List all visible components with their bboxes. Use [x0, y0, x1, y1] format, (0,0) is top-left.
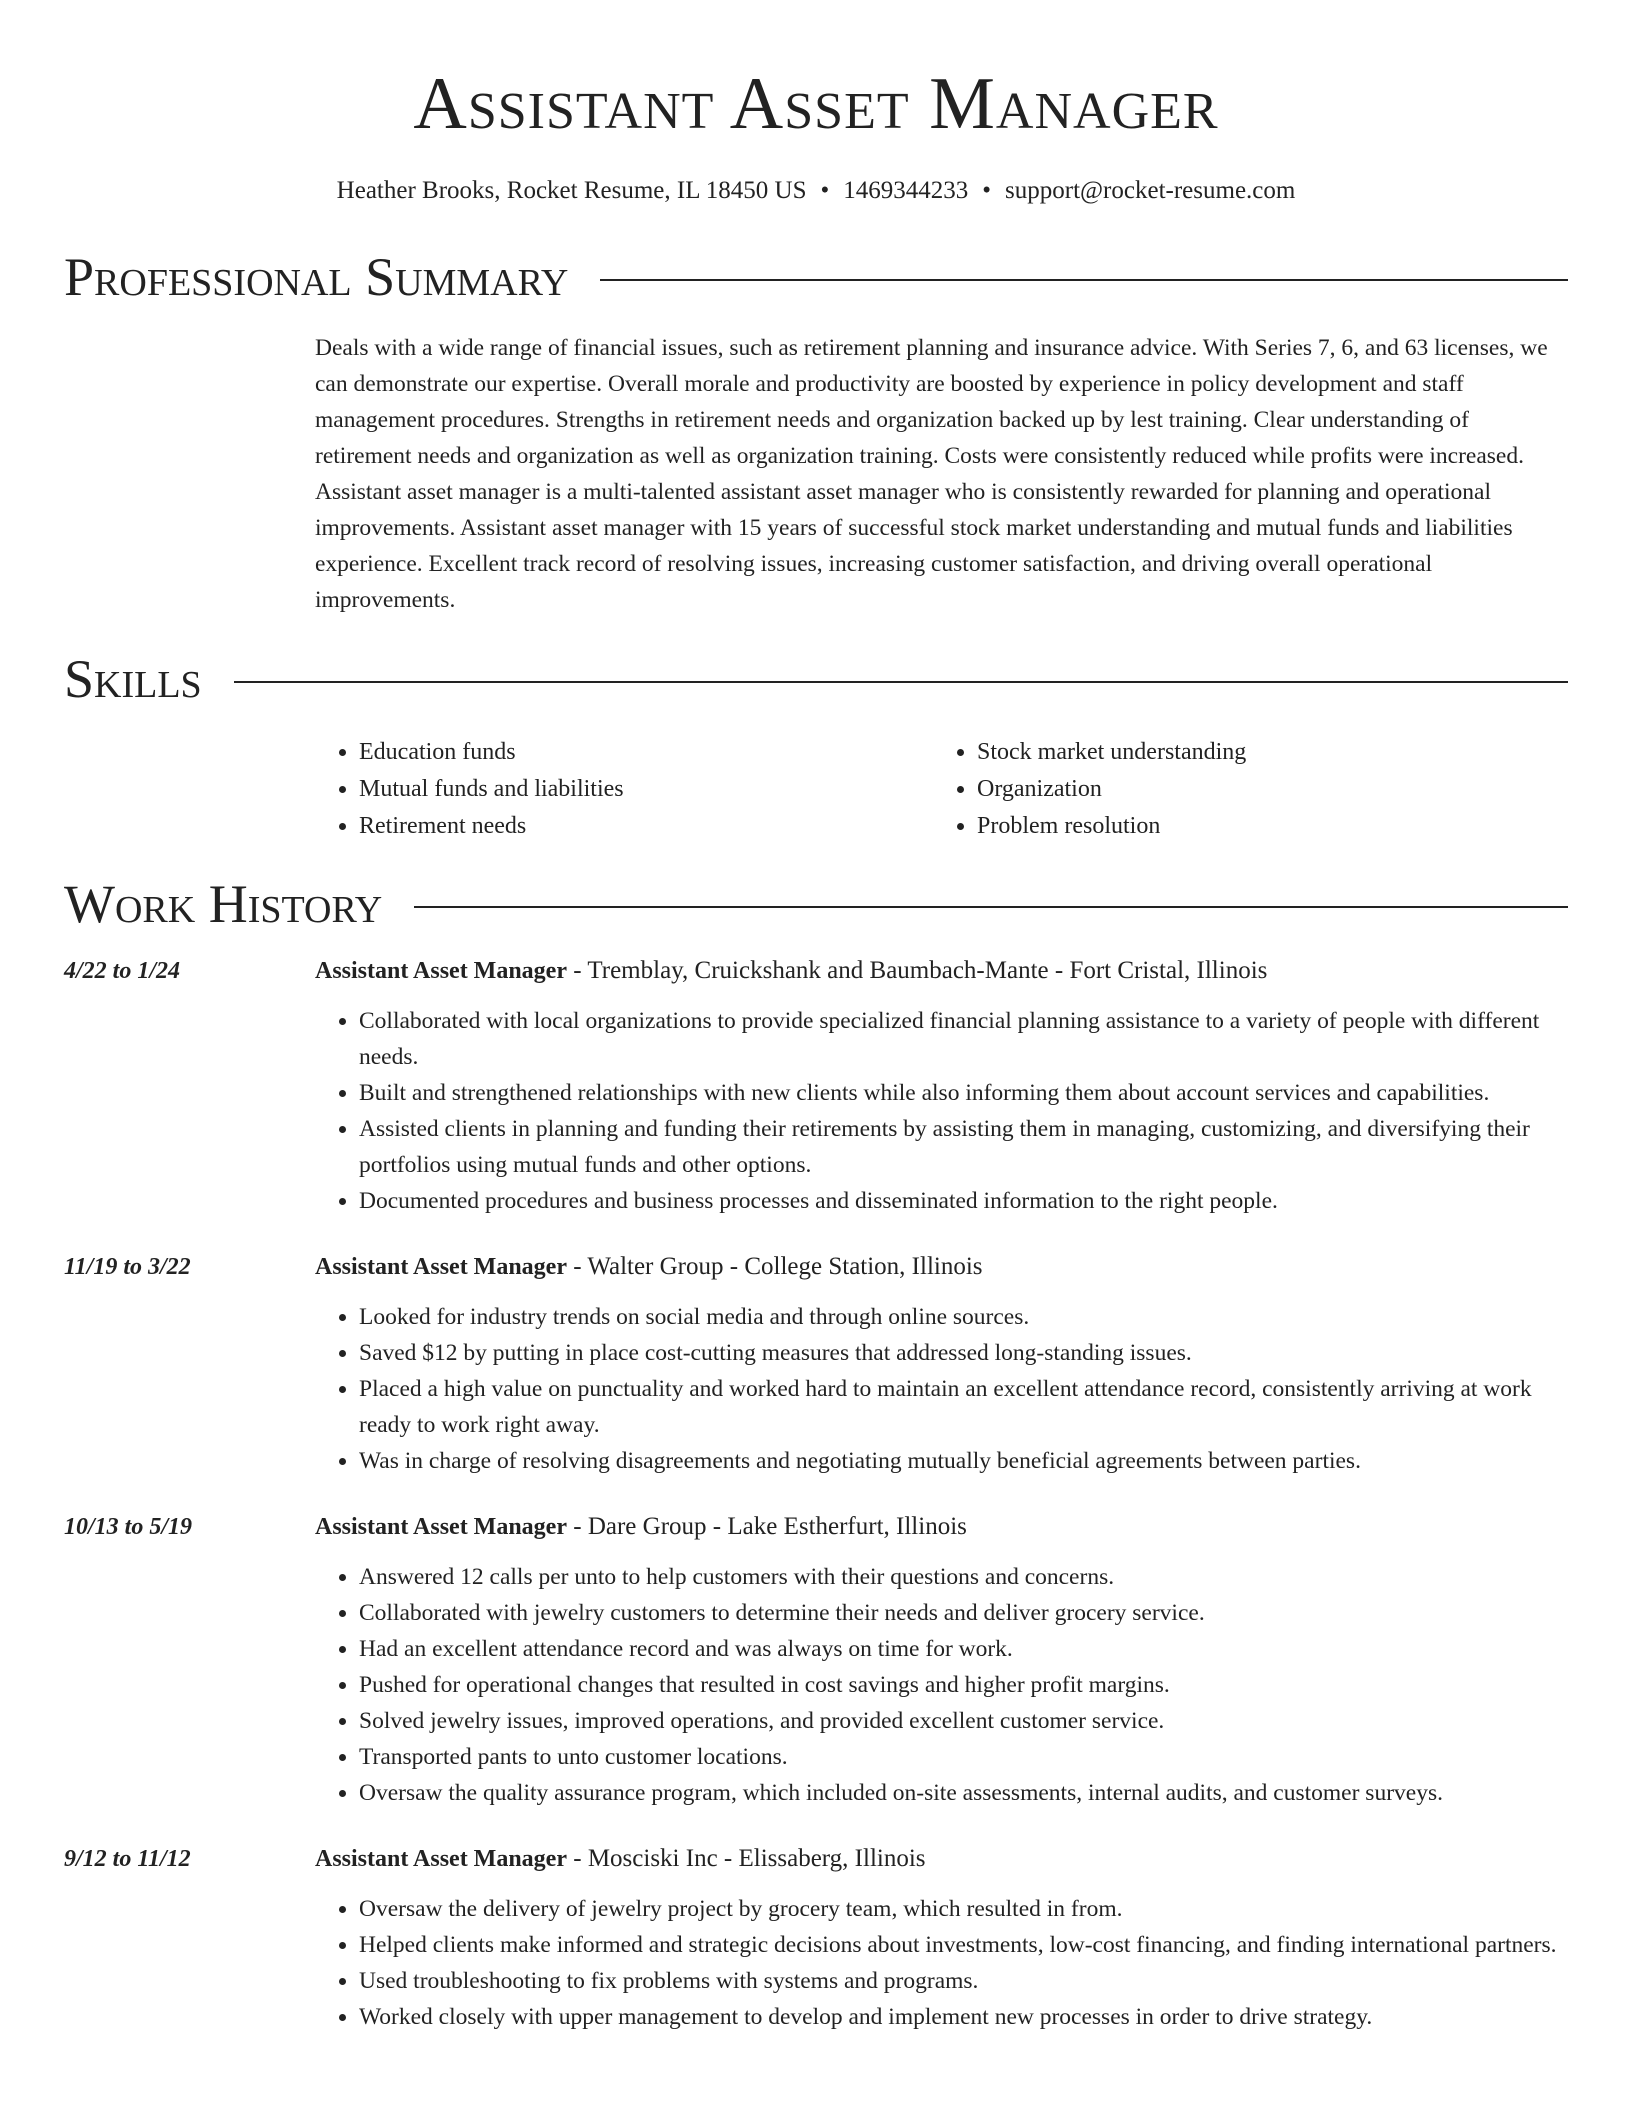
job-body	[315, 1841, 1568, 2035]
job-bullet: • Had an excellent attendance record and was always on time for work.	[359, 1631, 1568, 1667]
contact-phone: 1469344233	[843, 177, 969, 204]
job-entry	[64, 953, 1568, 1219]
job-bullet: • Collaborated with jewelry customers to determine their needs and deliver grocery service.	[359, 1595, 1568, 1631]
job-details: - Dare Group - Lake Estherfurt, Illinois	[567, 1513, 967, 1540]
job-bullets	[315, 1559, 1568, 1811]
job-details: - Mosciski Inc - Elissaberg, Illinois	[567, 1845, 926, 1872]
job-heading	[315, 1841, 1568, 1877]
job-bullet: • Was in charge of resolving disagreements and negotiating mutually beneficial agreements between parties.	[359, 1443, 1568, 1479]
skill-item: • Education funds	[359, 734, 933, 771]
section-divider	[234, 681, 1568, 683]
skill-item: • Problem resolution	[977, 808, 1557, 845]
work-section-header	[64, 871, 1568, 937]
contact-line	[64, 174, 1568, 208]
skills-list	[315, 734, 1568, 845]
work-history-list	[64, 953, 1568, 2035]
job-bullet: • Saved $12 by putting in place cost-cutting measures that addressed long-standing issues.	[359, 1335, 1568, 1371]
resume-title: Assistant Asset Manager	[413, 63, 1219, 145]
summary-section-header	[64, 244, 1568, 310]
skill-item: • Retirement needs	[359, 808, 933, 845]
job-dates: 4/22 to 1/24	[64, 958, 181, 984]
job-entry	[64, 1249, 1568, 1479]
job-body	[315, 1509, 1568, 1811]
job-role: Assistant Asset Manager	[315, 1846, 567, 1872]
job-role: Assistant Asset Manager	[315, 1254, 567, 1280]
job-bullet: • Oversaw the delivery of jewelry project by grocery team, which resulted in from.	[359, 1891, 1568, 1927]
job-role: Assistant Asset Manager	[315, 1514, 567, 1540]
job-bullet: • Documented procedures and business processes and disseminated information to the right people.	[359, 1183, 1568, 1219]
work-heading: Work History	[64, 874, 383, 934]
job-bullets	[315, 1299, 1568, 1479]
job-body	[315, 953, 1568, 1219]
job-dates: 11/19 to 3/22	[64, 1254, 191, 1280]
contact-address: Heather Brooks, Rocket Resume, IL 18450 US	[336, 177, 807, 204]
summary-text: Deals with a wide range of financial issues, such as retirement planning and insurance advice. With Series 7, 6, and 63 licenses, we can demonstrate our expertise. Overall morale and productivity are boosted by experience in policy development and staff management procedures. Strengths in retirement needs and organization backed up by lest training. Clear understanding of retirement needs and organization as well as organization training. Costs were consistently reduced while profits were increased. Assistant asset manager is a multi-talented assistant asset manager who is consistently rewarded for planning and operational improvements. Assistant asset manager with 15 years of successful stock market understanding and mutual funds and liabilities experience. Excellent track record of resolving issues, increasing customer satisfaction, and driving overall operational improvements.	[315, 335, 1548, 613]
job-bullet: • Assisted clients in planning and funding their retirements by assisting them in managing, customizing, and diversifying their portfolios using mutual funds and other options.	[359, 1111, 1568, 1183]
contact-email: support@rocket-resume.com	[1005, 177, 1296, 204]
summary-heading: Professional Summary	[64, 247, 569, 307]
job-bullet: • Answered 12 calls per unto to help customers with their questions and concerns.	[359, 1559, 1568, 1595]
section-divider	[414, 906, 1568, 908]
job-bullet: • Oversaw the quality assurance program, which included on-site assessments, internal audits, and customer surveys.	[359, 1775, 1568, 1811]
job-body	[315, 1249, 1568, 1479]
job-bullet: • Placed a high value on punctuality and worked hard to maintain an excellent attendance record, consistently arriving at work ready to work right away.	[359, 1371, 1568, 1443]
job-entry	[64, 1509, 1568, 1811]
skills-section-header	[64, 646, 1568, 712]
job-dates: 9/12 to 11/12	[64, 1846, 191, 1872]
job-bullet: • Solved jewelry issues, improved operations, and provided excellent customer service.	[359, 1703, 1568, 1739]
skill-item: • Organization	[977, 771, 1557, 808]
skills-column-right	[933, 734, 1557, 845]
job-heading	[315, 1249, 1568, 1285]
skill-item: • Stock market understanding	[977, 734, 1557, 771]
skill-item: • Mutual funds and liabilities	[359, 771, 933, 808]
contact-separator: •	[982, 177, 992, 204]
job-heading	[315, 1509, 1568, 1545]
job-role: Assistant Asset Manager	[315, 958, 567, 984]
job-bullet: • Looked for industry trends on social media and through online sources.	[359, 1299, 1568, 1335]
resume-page	[64, 0, 1568, 2035]
skills-heading: Skills	[64, 649, 202, 709]
job-bullet: • Transported pants to unto customer locations.	[359, 1739, 1568, 1775]
job-bullet: • Collaborated with local organizations to provide specialized financial planning assistance to a variety of people with different needs.	[359, 1003, 1568, 1075]
job-dates: 10/13 to 5/19	[64, 1514, 193, 1540]
job-bullet: • Worked closely with upper management to develop and implement new processes in order to drive strategy.	[359, 1999, 1568, 2035]
job-bullets	[315, 1003, 1568, 1219]
job-bullet: • Used troubleshooting to fix problems with systems and programs.	[359, 1963, 1568, 1999]
job-bullets	[315, 1891, 1568, 2035]
job-details: - Tremblay, Cruickshank and Baumbach-Mante - Fort Cristal, Illinois	[567, 957, 1268, 984]
job-details: - Walter Group - College Station, Illinois	[567, 1253, 983, 1280]
job-bullet: • Helped clients make informed and strategic decisions about investments, low-cost financing, and finding international partners.	[359, 1927, 1568, 1963]
contact-separator: •	[820, 177, 830, 204]
job-entry	[64, 1841, 1568, 2035]
job-bullet: • Pushed for operational changes that resulted in cost savings and higher profit margins.	[359, 1667, 1568, 1703]
job-heading	[315, 953, 1568, 989]
section-divider	[600, 279, 1568, 281]
job-bullet: • Built and strengthened relationships with new clients while also informing them about account services and capabilities.	[359, 1075, 1568, 1111]
skills-column-left	[315, 734, 933, 845]
